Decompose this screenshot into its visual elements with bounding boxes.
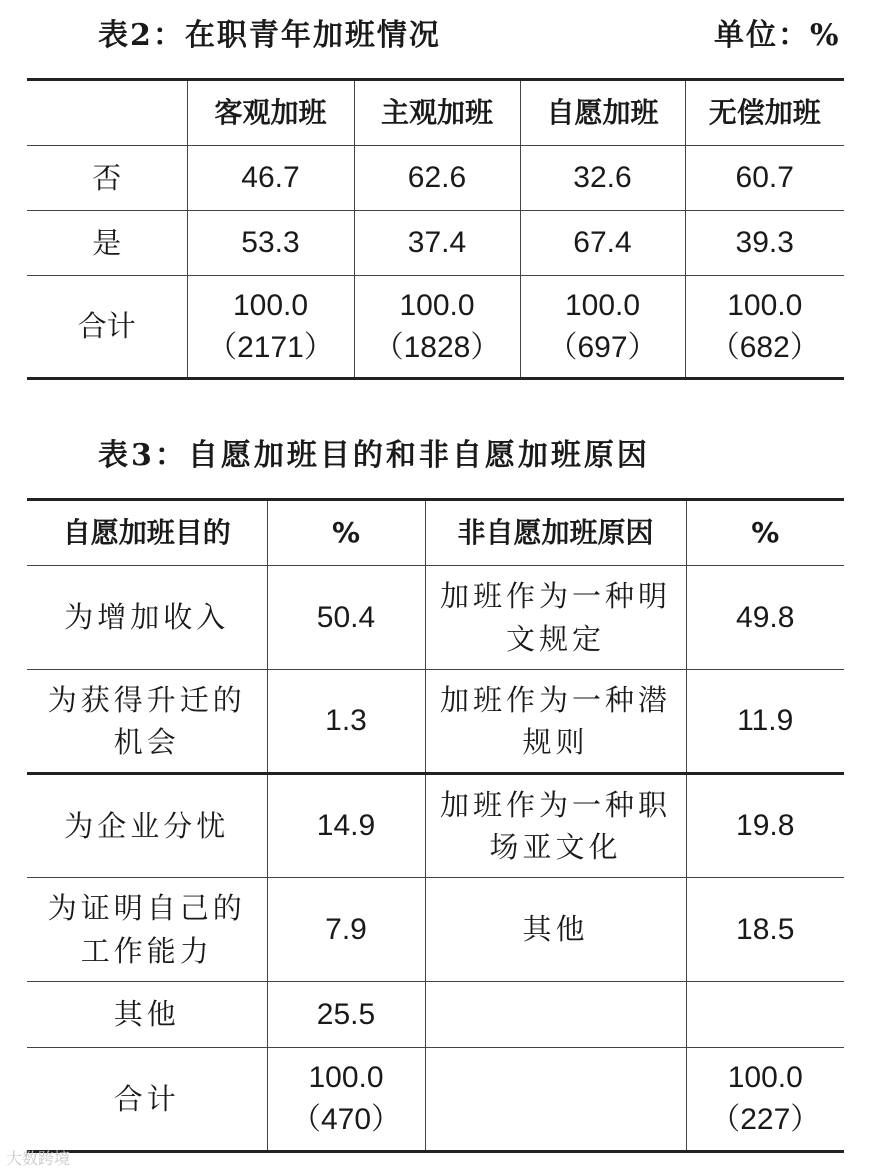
purpose-cell: 为增加收入 [27,566,267,670]
header-cell: % [686,500,844,566]
table-row [27,878,844,982]
data-cell: 39.3 [685,211,844,276]
table-row [27,211,844,276]
total-value: 100.0 [308,1061,384,1094]
reason-percent: 49.8 [686,566,844,670]
watermark-logo [6,1146,70,1169]
reason-percent: 11.9 [686,670,844,774]
table-row [27,566,844,670]
data-cell: 37.4 [354,211,520,276]
total-value: 100.0 [727,1061,803,1094]
purpose-percent: 1.3 [267,670,425,774]
total-cell [686,1048,844,1152]
data-cell: 60.7 [685,146,844,211]
watermark-text: 大数跨境 [6,1149,71,1168]
purpose-cell: 为企业分忧 [27,774,267,878]
data-cell: 62.6 [354,146,520,211]
reason-percent: 18.5 [686,878,844,982]
header-cell: 自愿加班 [520,80,685,146]
reason-percent: 19.8 [686,774,844,878]
data-cell: 67.4 [520,211,685,276]
total-label: 合计 [27,1048,267,1152]
purpose-percent: 25.5 [267,982,425,1048]
overtime-reasons-table [27,498,844,1153]
header-cell: 客观加班 [187,80,354,146]
sample-count: （1828） [373,330,501,364]
overtime-status-table [27,78,844,380]
header-cell: 自愿加班目的 [62,515,231,549]
total-value: 100.0 [564,288,641,322]
header-cell: 非自愿加班原因 [425,500,686,566]
row-label: 合计 [27,276,187,379]
purpose-cell: 其他 [27,982,267,1048]
sample-count: （227） [710,1103,821,1136]
row-label: 是 [27,211,187,276]
total-row [27,1048,844,1152]
data-cell: 53.3 [187,211,354,276]
purpose-cell: 为获得升迁的机会 [27,670,267,774]
table2-unit: 单位：% [714,18,841,53]
sample-count: （697） [547,330,658,364]
reason-cell: 其他 [425,878,686,982]
table-row [27,146,844,211]
total-cell [354,276,520,379]
total-value: 100.0 [232,288,309,322]
purpose-cell: 为证明自己的工作能力 [27,878,267,982]
reason-cell [425,982,686,1048]
table-row [27,774,844,878]
table2-title: 表2：在职青年加班情况 [98,18,441,53]
sample-count: （2171） [207,330,334,364]
data-cell: 32.6 [520,146,685,211]
total-value: 100.0 [399,288,475,322]
table3-title: 表3：自愿加班目的和非自愿加班原因 [98,438,650,473]
reason-cell: 加班作为一种职场亚文化 [425,774,686,878]
total-cell [520,276,685,379]
header-cell: % [267,500,425,566]
reason-cell: 加班作为一种潜规则 [425,670,686,774]
table-row [27,670,844,774]
sample-count: （682） [709,330,820,364]
sample-count: （470） [290,1103,402,1136]
table-row [27,982,844,1048]
header-cell: 主观加班 [354,80,520,146]
purpose-percent: 50.4 [267,566,425,670]
header-cell: 无偿加班 [685,80,844,146]
data-cell: 46.7 [187,146,354,211]
reason-cell: 加班作为一种明文规定 [425,566,686,670]
empty-cell [425,1048,686,1152]
total-row [27,276,844,379]
total-value: 100.0 [727,288,803,322]
purpose-percent: 14.9 [267,774,425,878]
total-cell [267,1048,425,1152]
reason-percent [686,982,844,1048]
header-cell [27,80,187,146]
total-cell [685,276,844,379]
table-header-row [27,80,844,146]
purpose-percent: 7.9 [267,878,425,982]
table-header-row [27,500,844,566]
total-cell [187,276,354,379]
row-label: 否 [27,146,187,211]
